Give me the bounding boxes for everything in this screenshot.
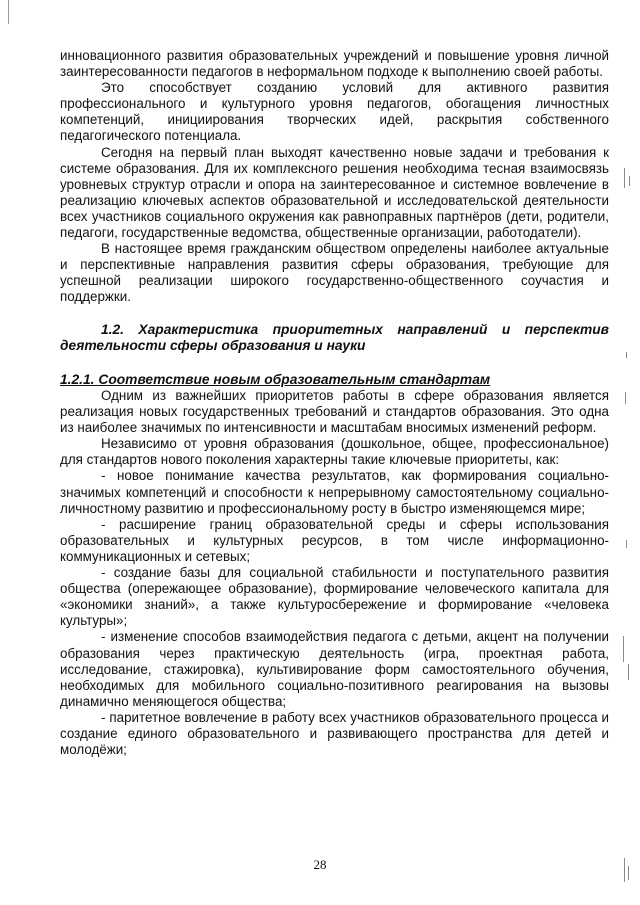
list-item: - расширение границ образовательной среды и сферы использования образовательных и культурных ресурсов, в том числе информационно-коммуникационных и сетевых; [60, 516, 609, 564]
subsection-heading: 1.2.1. Соответствие новым образовательным стандартам [60, 371, 491, 387]
paragraph: Одним из важнейших приоритетов работы в сфере образования является реализация новых государственных требований и стандартов образования. Это одна из наиболее значимых по интенсивности и масштабам вносимых изменений реформ. [60, 388, 609, 436]
paragraph: Независимо от уровня образования (дошкольное, общее, профессиональное) для стандартов нового поколения характерны такие ключевые приоритеты, как: [60, 436, 609, 468]
page-number: 28 [313, 857, 327, 872]
paragraph: В настоящее время гражданским обществом определены наиболее актуальные и перспективные направления развития сферы образования, требующие для успешной реализации широкого государственно-общественного соучастия и поддержки. [60, 241, 609, 305]
scan-margin-mark [8, 0, 9, 24]
section-heading: 1.2. Характеристика приоритетных направлений и перспектив деятельности сферы образования и науки [60, 321, 609, 353]
document-page [60, 48, 609, 758]
list-item: - создание базы для социальной стабильности и поступательного развития общества (опережающее образование), формирование человеческого капитала для «экономики знаний», а также культуросбережение и формирование «человека культуры»; [60, 565, 609, 629]
list-item: - паритетное вовлечение в работу всех участников образовательного процесса и создание единого образовательного и развивающего пространства для детей и молодёжи; [60, 709, 609, 758]
list-item: - новое понимание качества результатов, как формирования социально-значимых компетенций и способности к непрерывному самостоятельному социально-личностному развитию и профессиональному росту в быстро изменяющемся мире; [60, 468, 609, 516]
list-item: - изменение способов взаимодействия педагога с детьми, акцент на получении образования через практическую деятельность (игра, проектная работа, исследование, стажировка), культивирование форм самостоятельного обучения, необходимых для мобильного социально-позитивного реагирования на вызовы динамично меняющегося общества; [60, 629, 609, 709]
paragraph: Это способствует созданию условий для активного развития профессионального и культурного уровня педагогов, обогащения личностных компетенций, инициирования творческих идей, раскрытия собственного педагогического потенциала. [60, 80, 609, 144]
paragraph: Сегодня на первый план выходят качественно новые задачи и требования к системе образования. Для их комплексного решения необходима тесная взаимосвязь уровневых структур отрасли и опора на заинтересованное и системное вовлечение в реализацию ключевых аспектов образовательной и исследовательской деятельности всех участников социального окружения как равноправных партнёров (дети, родители, педагоги, государственные ведомства, общественные организации, работодатели). [60, 144, 609, 241]
scan-edge-specks [620, 0, 636, 905]
paragraph-continuation: инновационного развития образовательных учреждений и повышение уровня личной заинтересованности педагогов в неформальном подходе к выполнению своей работы. [60, 48, 609, 80]
